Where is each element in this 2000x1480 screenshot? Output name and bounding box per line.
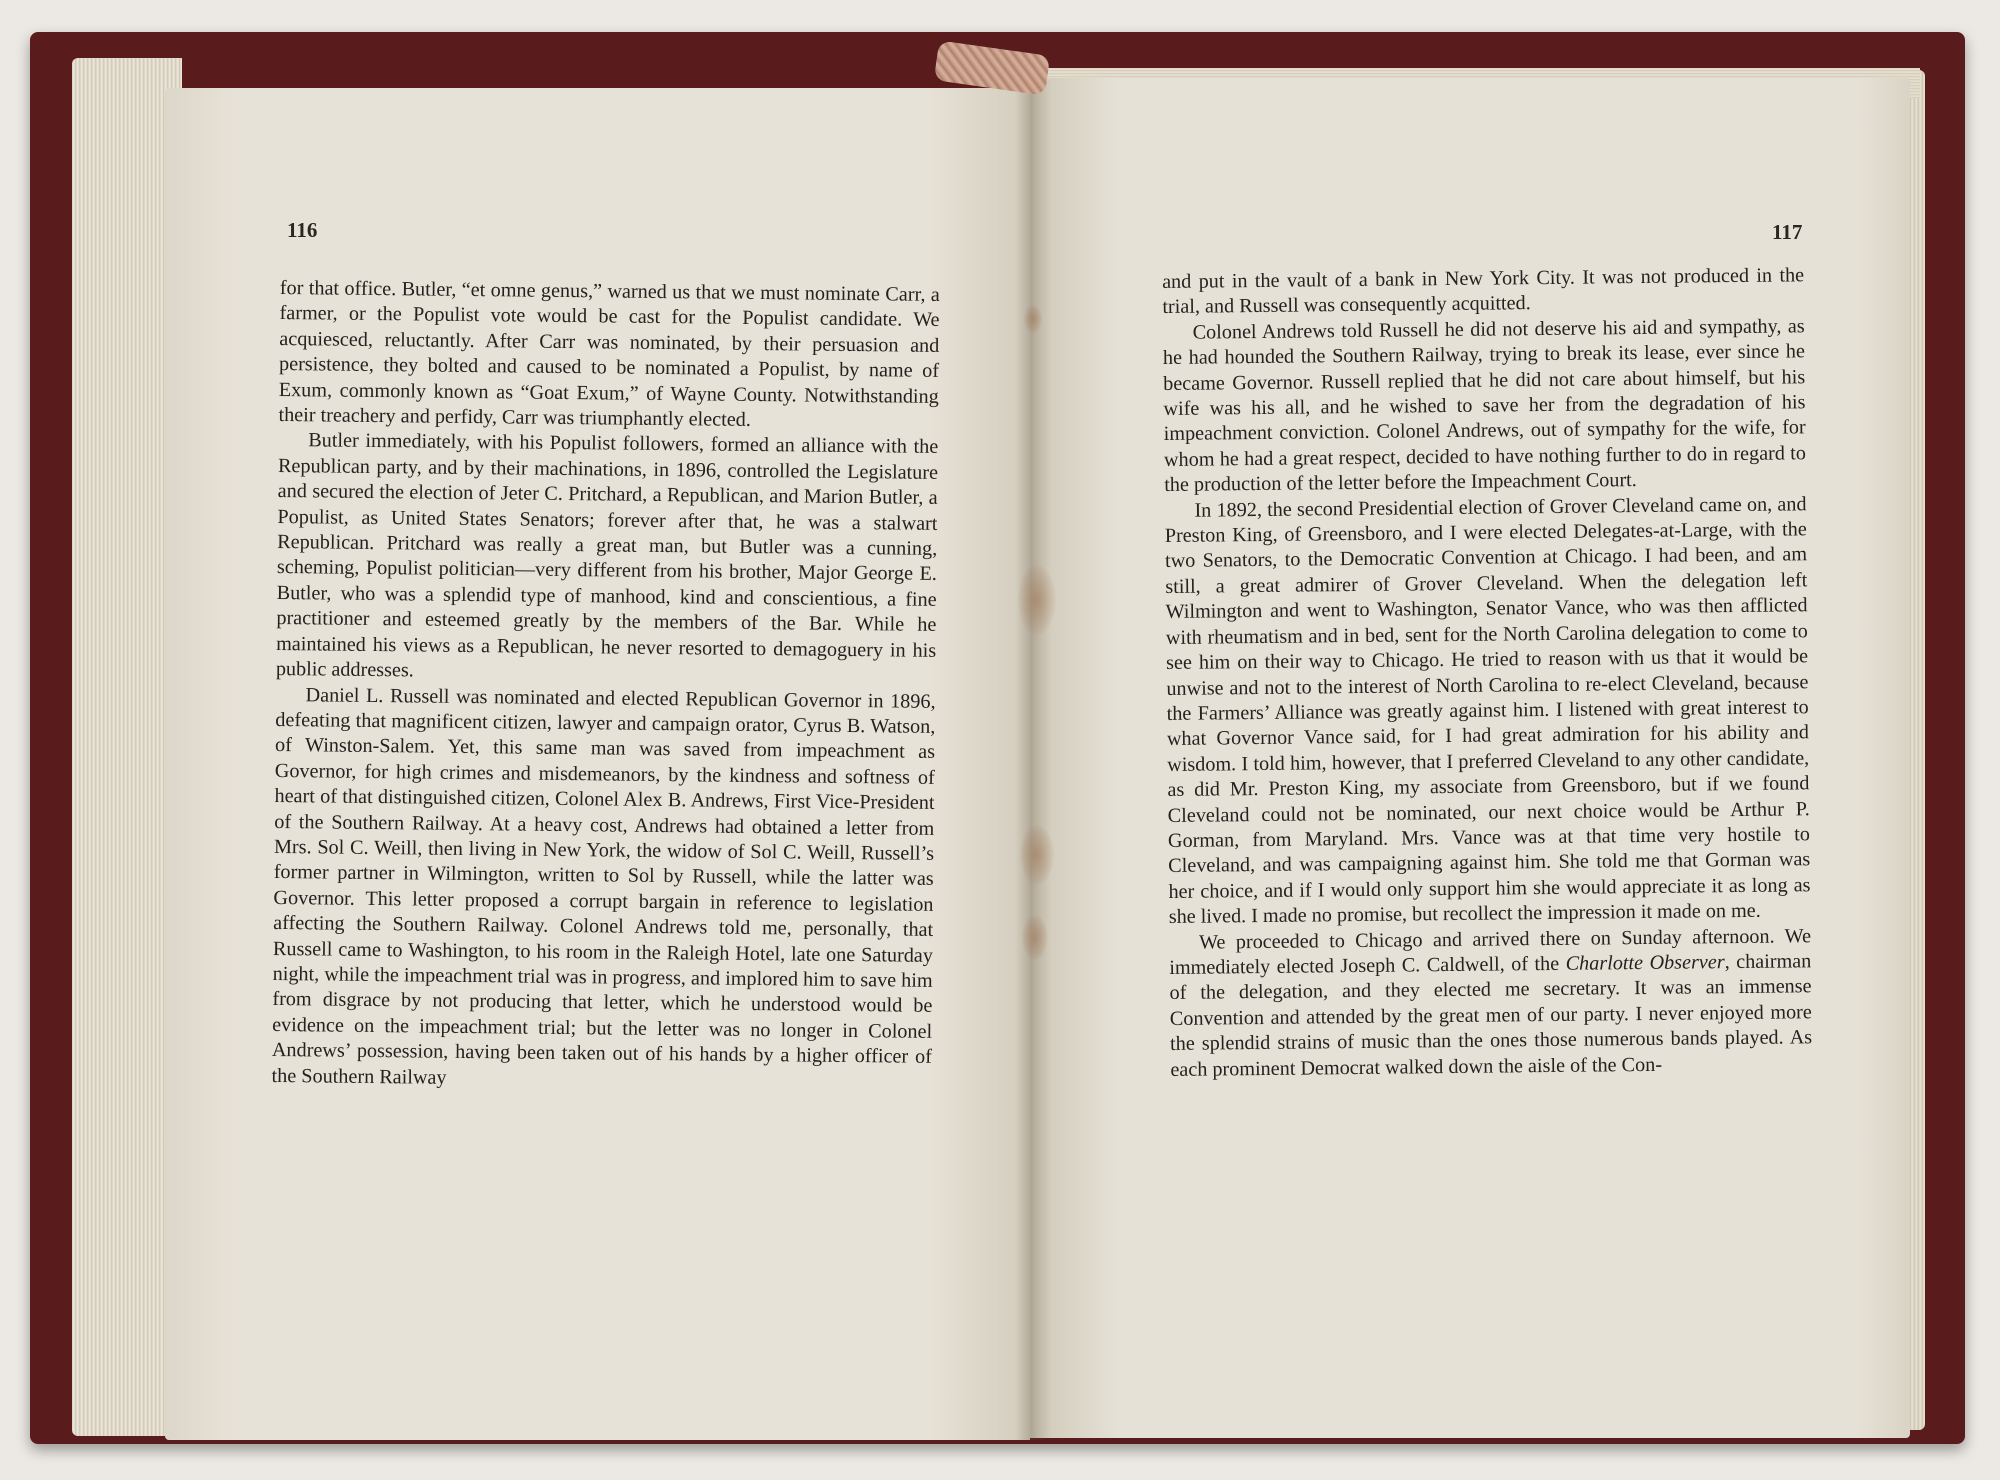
paragraph: for that office. Butler, “et omne genus,” warned us that we must nominate Carr, a farmer, or the Populist vote would be cast for the Populist candidate. We acquiesced, reluctantly. After Carr was nominated, by their persuasion and persistence, they bolted and caused to be nominated a Populist, by name of Exum, commonly known as “Goat Exum,” of Wayne County. Notwithstanding their treachery and perfidy, Carr was triumphantly elected.: [278, 276, 940, 431]
paragraph: and put in the vault of a bank in New York City. It was not produced in the trial, and Russell was consequently acquitted.: [1162, 264, 1805, 319]
book-gutter: [1015, 80, 1051, 1440]
paragraph-text: , chairman of the delegation, and they elected me secretary. It was an immense Convention and attended by the great men of our party. I never enjoyed more the splendid strains of music than the ones those numerous bands played. As each prominent Democrat walked down the aisle of the Con-: [1169, 950, 1813, 1081]
newspaper-title: Charlotte Observer: [1565, 951, 1725, 975]
paragraph: In 1892, the second Presidential election of Grover Cleveland came on, and Preston King, of Greensboro, and I were elected Delegates-at-Large, with the two Senators, to the Democratic Convention at Chicago. I had been, and am still, a great admirer of Grover Cleveland. When the delegation left Wilmington and went to Washington, Senator Vance, who was then afflicted with rheumatism and in bed, sent for the North Carolina delegation to come to see him on their way to Chicago. He tried to reason with us that it would be unwise and not to the interest of North Carolina to re-elect Cleveland, because the Farmers’ Alliance was greatly against him. I listened with great interest to what Governor Vance said, for I had great admiration for his ability and wisdom. I told him, however, that I preferred Cleveland to any other candidate, as did Mr. Preston King, my associate from Greensboro, but if we found Cleveland could not be nominated, our next choice would be Arthur P. Gorman, from Maryland. Mrs. Vance was at that time very hostile to Cleveland, and was campaigning against him. She told me that Gorman was her choice, and if I would only support him she would appreciate it as long as she lived. I made no promise, but recollect the impression it made on me.: [1164, 492, 1811, 929]
foxing-stain: [1020, 825, 1054, 885]
foxing-stain: [1018, 565, 1056, 635]
paragraph: Colonel Andrews told Russell he did not deserve his aid and sympathy, as he had hounded the Southern Railway, trying to break its lease, ever since he became Governor. Russell replied that he did not care about himself, but his wife was his all, and he wished to save her from the degradation of his impeachment conviction. Colonel Andrews, out of sympathy for the wife, for whom he had a great respect, decided to have nothing further to do in regard to the production of the letter before the Impeachment Court.: [1162, 315, 1807, 497]
page-number-right: 117: [1772, 220, 1803, 244]
paragraph: Butler immediately, with his Populist followers, formed an alliance with the Republican party, and by their machinations, in 1896, controlled the Legislature and secured the election of Jeter C. Pritchard, a Republican, and Marion Butler, a Populist, as United States Senators; forever after that, he was a stalwart Republican. Pritchard was really a great man, but Butler was a cunning, scheming, Populist politician—very different from his brother, Major George E. Butler, who was a splendid type of manhood, kind and conscientious, a fine practitioner and esteemed greatly by the members of the Bar. While he maintained his views as a Republican, he never resorted to demagoguery in his public addresses.: [275, 429, 939, 682]
foxing-stain: [1022, 915, 1048, 960]
foxing-stain: [1024, 305, 1042, 333]
right-page-text: [1162, 263, 1812, 1083]
page-number-left: 116: [287, 218, 318, 242]
paragraph: [1169, 924, 1813, 1083]
paragraph: Daniel L. Russell was nominated and elected Republican Governor in 1896, defeating that magnificent citizen, lawyer and campaign orator, Cyrus B. Watson, of Winston-Salem. Yet, this same man was saved from impeachment as Governor, for high crimes and misdemeanors, by the kindness and softness of heart of that distinguished citizen, Colonel Alex B. Andrews, First Vice-President of the Southern Railway. At a heavy cost, Andrews had obtained a letter from Mrs. Sol C. Weill, then living in New York, the widow of Sol C. Weill, Russell’s former partner in Wilmington, written to Sol by Russell, while the latter was Governor. This letter proposed a corrupt bargain in reference to legislation affecting the Southern Railway. Colonel Andrews told me, personally, that Russell came to Washington, to his room in the Raleigh Hotel, late one Saturday night, while the impeachment trial was in progress, and implored him to save him from disgrace by not producing that letter, which he understood would be evidence on the impeachment trial; but the letter was no longer in Colonel Andrews’ possession, having been taken out of his hands by a higher officer of the Southern Railway: [271, 683, 936, 1089]
paragraph-text: We proceeded to Chicago and arrived there on Sunday afternoon. We immediately elected Joseph C. Caldwell, of the: [1169, 924, 1812, 979]
left-page-text: [271, 276, 939, 1096]
